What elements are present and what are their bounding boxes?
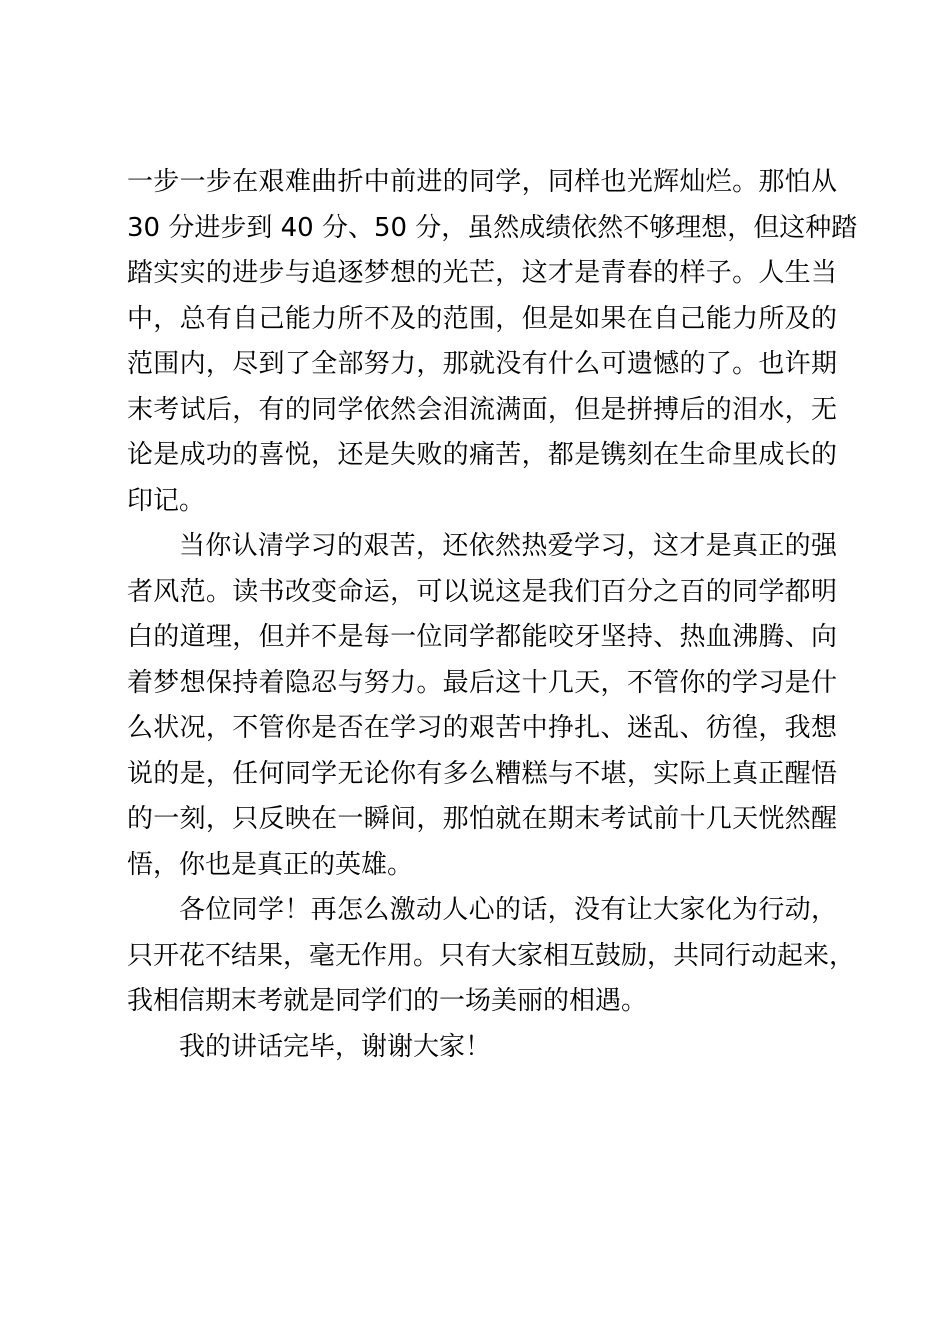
text-line: 印记。 <box>127 485 206 516</box>
text-line: 论是成功的喜悦，还是失败的痛苦，都是镌刻在生命里成长的 <box>127 440 837 470</box>
text-line: 30 分进步到 40 分、50 分，虽然成绩依然不够理想，但这种踏 <box>127 212 858 243</box>
text-line: 末考试后，有的同学依然会泪流满面，但是拼搏后的泪水，无 <box>127 394 837 425</box>
text-line: 的一刻，只反映在一瞬间，那怕就在期末考试前十几天恍然醒 <box>127 804 837 834</box>
text-line: 当你认清学习的艰苦，还依然热爱学习，这才是真正的强 <box>179 531 837 561</box>
text-line: 中，总有自己能力所不及的范围，但是如果在自己能力所及的 <box>127 303 837 334</box>
text-line: 只开花不结果，毫无作用。只有大家相互鼓励，共同行动起来， <box>127 940 856 971</box>
text-line: 各位同学！再怎么激动人心的话，没有让大家化为行动， <box>179 895 837 925</box>
text-line: 一步一步在艰难曲折中前进的同学，同样也光辉灿烂。那怕从 <box>127 167 837 197</box>
text-line: 悟，你也是真正的英雄。 <box>127 849 414 880</box>
text-line: 范围内，尽到了全部努力，那就没有什么可遗憾的了。也许期 <box>127 349 837 379</box>
text-line: 踏实实的进步与追逐梦想的光芒，这才是青春的样子。人生当 <box>127 258 837 288</box>
text-line: 么状况，不管你是否在学习的艰苦中挣扎、迷乱、彷徨，我想 <box>127 713 837 743</box>
text-line: 我相信期末考就是同学们的一场美丽的相遇。 <box>127 986 648 1016</box>
text-line: 白的道理，但并不是每一位同学都能咬牙坚持、热血沸腾、向 <box>127 622 837 652</box>
paragraph-2 <box>127 524 837 888</box>
paragraph-4 <box>127 1025 837 1071</box>
speech-text <box>127 160 858 1070</box>
text-line: 着梦想保持着隐忍与努力。最后这十几天，不管你的学习是什 <box>127 667 837 698</box>
paragraph-1 <box>127 160 858 524</box>
text-line: 者风范。读书改变命运，可以说这是我们百分之百的同学都明 <box>127 576 837 607</box>
text-line: 我的讲话完毕，谢谢大家！ <box>179 1031 492 1062</box>
text-line: 说的是，任何同学无论你有多么糟糕与不堪，实际上真正醒悟 <box>127 758 837 789</box>
paragraph-3 <box>127 888 856 1025</box>
